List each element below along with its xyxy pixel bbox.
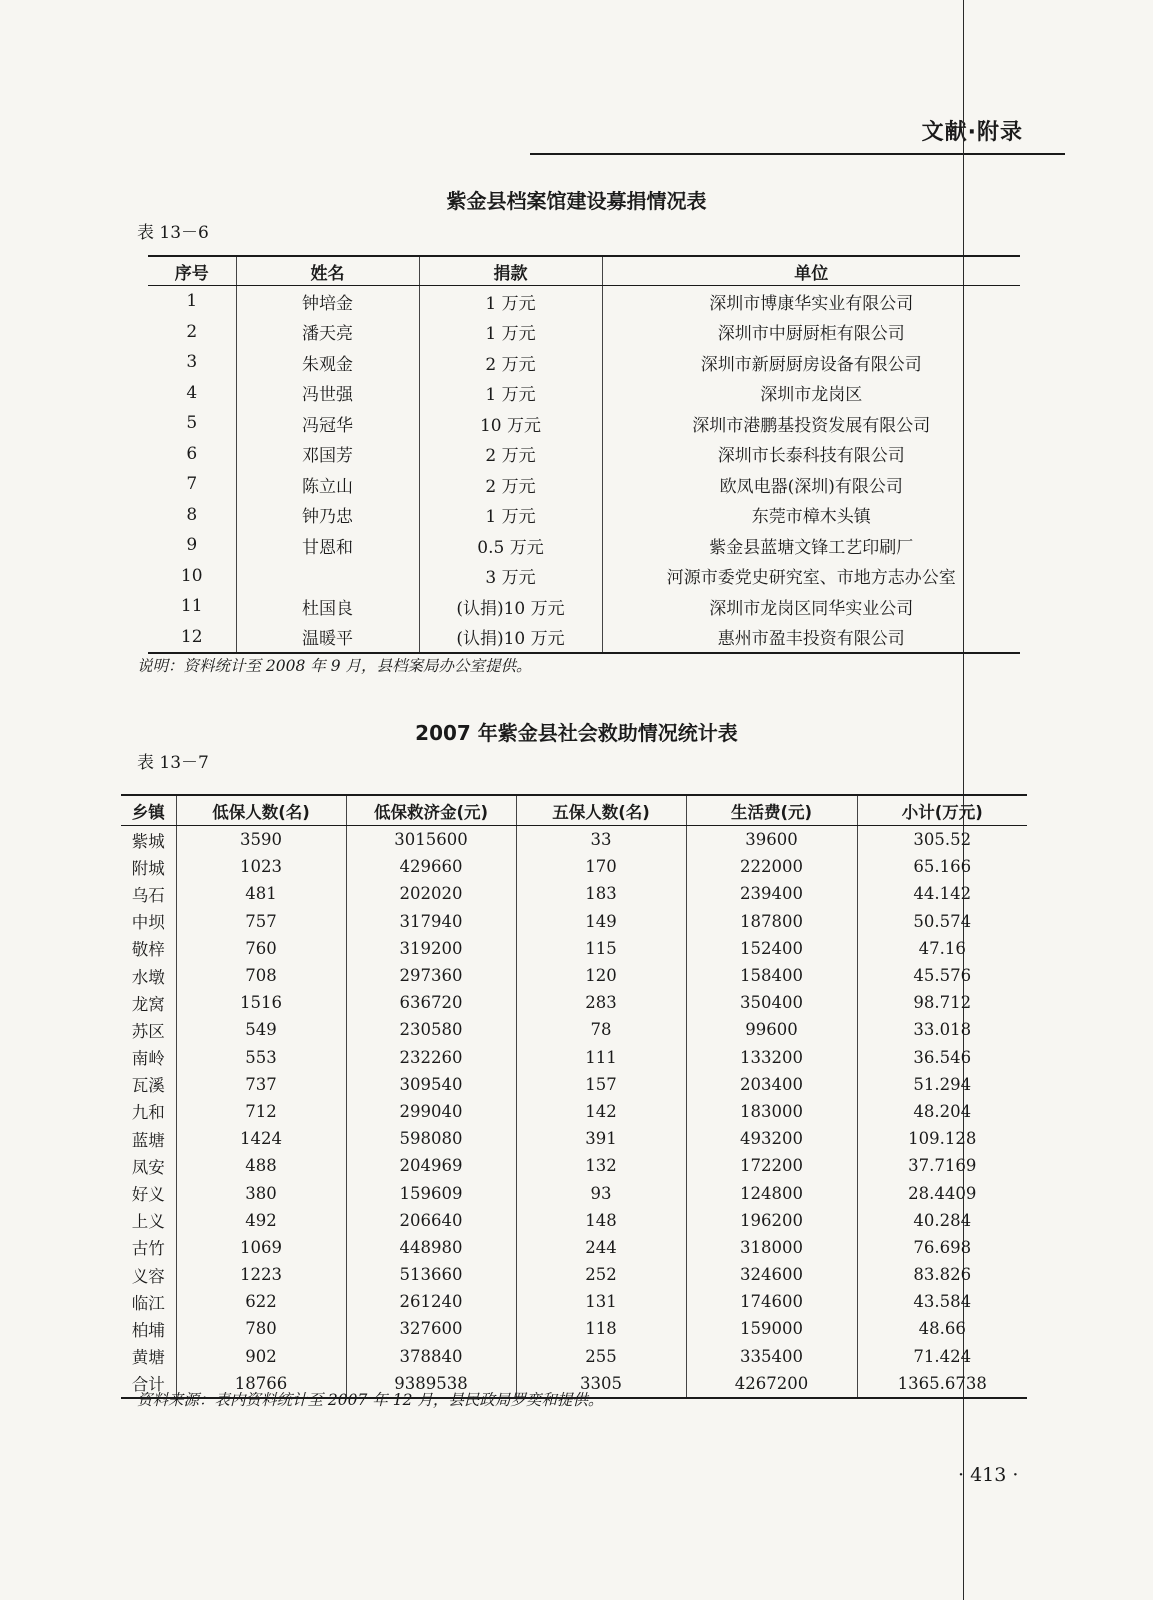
- table-cell: 118: [516, 1315, 686, 1342]
- table-cell: 71.424: [857, 1343, 1027, 1370]
- table-cell: 170: [516, 853, 686, 880]
- table-cell: 柏埔: [131, 1320, 165, 1340]
- table-row: [148, 286, 1020, 317]
- table-row: [148, 530, 1020, 561]
- donation-table-note: 说明：资料统计至 2008 年 9 月，县档案局办公室提供。: [137, 657, 532, 675]
- column-header: 生活费(元): [686, 795, 857, 826]
- table-cell: 708: [176, 962, 346, 989]
- table-cell: 230580: [346, 1016, 516, 1043]
- table-cell: 深圳市港鹏基投资发展有限公司: [602, 408, 1020, 439]
- table-cell: 9389538: [346, 1370, 516, 1398]
- table-cell: 4: [186, 382, 198, 403]
- table-cell: 合计: [131, 1375, 165, 1395]
- table-cell: 111: [516, 1044, 686, 1071]
- column-header: 单位: [602, 256, 1020, 286]
- table-row: [121, 1098, 1027, 1125]
- table-cell: 159609: [346, 1179, 516, 1206]
- table-row: [121, 853, 1027, 880]
- table-cell: 172200: [686, 1152, 857, 1179]
- table-cell: 1 万元: [419, 378, 602, 409]
- table-cell: 好义: [131, 1185, 165, 1205]
- table-cell: 350400: [686, 989, 857, 1016]
- table-cell: 44.142: [857, 880, 1027, 907]
- table-cell: 488: [176, 1152, 346, 1179]
- table-cell: 902: [176, 1343, 346, 1370]
- table-cell: 2 万元: [419, 439, 602, 470]
- table-cell: 钟培金: [236, 286, 419, 317]
- table-cell: 1 万元: [419, 317, 602, 348]
- table-cell: 7: [186, 474, 198, 495]
- table-cell: 51.294: [857, 1071, 1027, 1098]
- table-cell: 309540: [346, 1071, 516, 1098]
- table-cell: 2 万元: [419, 469, 602, 500]
- table-cell: 158400: [686, 962, 857, 989]
- table-cell: 甘恩和: [236, 530, 419, 561]
- table-cell: 174600: [686, 1288, 857, 1315]
- column-header: 小计(万元): [857, 795, 1027, 826]
- table-cell: 东莞市樟木头镇: [602, 500, 1020, 531]
- relief-table: [121, 794, 1027, 1399]
- table-cell: 深圳市中厨厨柜有限公司: [602, 317, 1020, 348]
- table-cell: 1516: [176, 989, 346, 1016]
- table-cell: 391: [516, 1125, 686, 1152]
- table-row: [121, 880, 1027, 907]
- table-cell: 深圳市博康华实业有限公司: [602, 286, 1020, 317]
- table-row: [121, 908, 1027, 935]
- table-row: [148, 469, 1020, 500]
- table-cell: 12: [180, 626, 203, 647]
- table-row: [148, 500, 1020, 531]
- table-cell: 305.52: [857, 826, 1027, 854]
- table-cell: 131: [516, 1288, 686, 1315]
- table-cell: 65.166: [857, 853, 1027, 880]
- table-cell: 河源市委党史研究室、市地方志办公室: [602, 561, 1020, 592]
- table-cell: 惠州市盈丰投资有限公司: [602, 622, 1020, 654]
- table-cell: 3: [186, 352, 198, 373]
- table-cell: 299040: [346, 1098, 516, 1125]
- table-cell: 45.576: [857, 962, 1027, 989]
- table-cell: (认捐)10 万元: [419, 591, 602, 622]
- table-cell: (认捐)10 万元: [419, 622, 602, 654]
- table-cell: 4267200: [686, 1370, 857, 1398]
- column-header: 五保人数(名): [516, 795, 686, 826]
- table-cell: 28.4409: [857, 1179, 1027, 1206]
- table-cell: 255: [516, 1343, 686, 1370]
- table-row: [148, 378, 1020, 409]
- table-cell: 古竹: [131, 1239, 165, 1259]
- table-cell: 157: [516, 1071, 686, 1098]
- table-cell: 261240: [346, 1288, 516, 1315]
- table-cell: 636720: [346, 989, 516, 1016]
- table-cell: 712: [176, 1098, 346, 1125]
- table-cell: 1 万元: [419, 500, 602, 531]
- table-cell: 43.584: [857, 1288, 1027, 1315]
- table-row: [121, 1044, 1027, 1071]
- table-row: [121, 935, 1027, 962]
- table-row: [121, 1288, 1027, 1315]
- table-row: [148, 561, 1020, 592]
- table-cell: 148: [516, 1207, 686, 1234]
- table-cell: 109.128: [857, 1125, 1027, 1152]
- table-cell: 温暖平: [236, 622, 419, 654]
- table-cell: 1: [186, 291, 198, 312]
- table-cell: 2: [186, 321, 198, 342]
- table-cell: 黄塘: [131, 1348, 165, 1368]
- table-cell: 18766: [176, 1370, 346, 1398]
- table-cell: 252: [516, 1261, 686, 1288]
- table-cell: 6: [186, 443, 198, 464]
- table-row: [148, 622, 1020, 654]
- table-cell: 1223: [176, 1261, 346, 1288]
- column-header: 低保救济金(元): [346, 795, 516, 826]
- table-cell: 陈立山: [236, 469, 419, 500]
- column-header: 姓名: [236, 256, 419, 286]
- table-cell: 杜国良: [236, 591, 419, 622]
- table-cell: 203400: [686, 1071, 857, 1098]
- table-cell: 1069: [176, 1234, 346, 1261]
- table-cell: 10: [180, 565, 203, 586]
- table-row: [121, 1179, 1027, 1206]
- table-row: [121, 1016, 1027, 1043]
- table-cell: 48.66: [857, 1315, 1027, 1342]
- table-cell: 钟乃忠: [236, 500, 419, 531]
- table-cell: 429660: [346, 853, 516, 880]
- table-cell: 83.826: [857, 1261, 1027, 1288]
- table-cell: 142: [516, 1098, 686, 1125]
- table-cell: 朱观金: [236, 347, 419, 378]
- table-cell: 98.712: [857, 989, 1027, 1016]
- section-header: 文献·附录: [921, 120, 1023, 145]
- table-row: [121, 1343, 1027, 1370]
- table-cell: 760: [176, 935, 346, 962]
- table-row: [121, 1071, 1027, 1098]
- table-cell: 622: [176, 1288, 346, 1315]
- table-cell: 37.7169: [857, 1152, 1027, 1179]
- table-row: [121, 1207, 1027, 1234]
- table-cell: 222000: [686, 853, 857, 880]
- table-row: [121, 962, 1027, 989]
- table-row: [121, 1315, 1027, 1342]
- table-cell: 380: [176, 1179, 346, 1206]
- table-cell: 317940: [346, 908, 516, 935]
- table-cell: 苏区: [131, 1021, 165, 1041]
- header-rule: [530, 153, 1065, 155]
- table-cell: 159000: [686, 1315, 857, 1342]
- table-cell: 3305: [516, 1370, 686, 1398]
- table-cell: 紫金县蓝塘文锋工艺印刷厂: [602, 530, 1020, 561]
- table-row: [121, 1234, 1027, 1261]
- table-cell: 319200: [346, 935, 516, 962]
- table-cell: 187800: [686, 908, 857, 935]
- table-cell: 深圳市龙岗区同华实业公司: [602, 591, 1020, 622]
- table-cell: 深圳市新厨厨房设备有限公司: [602, 347, 1020, 378]
- table-cell: 1023: [176, 853, 346, 880]
- column-header: 捐款: [419, 256, 602, 286]
- table-cell: 232260: [346, 1044, 516, 1071]
- table-cell: 327600: [346, 1315, 516, 1342]
- table-cell: 0.5 万元: [419, 530, 602, 561]
- table-cell: 133200: [686, 1044, 857, 1071]
- table-cell: 2 万元: [419, 347, 602, 378]
- table-cell: 448980: [346, 1234, 516, 1261]
- table-cell: 513660: [346, 1261, 516, 1288]
- donation-table-body: [148, 286, 1020, 654]
- table-cell: 中坝: [131, 913, 165, 933]
- relief-table-note: 资料来源：表内资料统计至 2007 年 12 月，县民政局罗奕和提供。: [137, 1391, 604, 1409]
- table-cell: 40.284: [857, 1207, 1027, 1234]
- table-cell: 5: [186, 413, 198, 434]
- table-cell: 1424: [176, 1125, 346, 1152]
- table-cell: 水墩: [131, 967, 165, 987]
- table-cell: 九和: [131, 1103, 165, 1123]
- table-cell: 39600: [686, 826, 857, 854]
- donation-table-title: 紫金县档案馆建设募捐情况表: [446, 189, 707, 213]
- table-row: [148, 439, 1020, 470]
- table-cell: 乌石: [131, 885, 165, 905]
- donation-header-row: [148, 256, 1020, 286]
- table-cell: 义容: [131, 1266, 165, 1286]
- table-cell: 553: [176, 1044, 346, 1071]
- table-cell: 9: [186, 535, 198, 556]
- table-row: [148, 317, 1020, 348]
- table-cell: 潘天亮: [236, 317, 419, 348]
- table-cell: 324600: [686, 1261, 857, 1288]
- table-cell: 124800: [686, 1179, 857, 1206]
- table-cell: 11: [180, 596, 203, 617]
- table-cell: 297360: [346, 962, 516, 989]
- table-cell: 南岭: [131, 1049, 165, 1069]
- table-cell: 10 万元: [419, 408, 602, 439]
- table-cell: 瓦溪: [131, 1076, 165, 1096]
- table-cell: 冯世强: [236, 378, 419, 409]
- table-cell: 598080: [346, 1125, 516, 1152]
- table-cell: 紫城: [131, 831, 165, 851]
- table-cell: 204969: [346, 1152, 516, 1179]
- relief-table-number: 表 13－7: [137, 753, 209, 773]
- table-row: [121, 1152, 1027, 1179]
- table-cell: 48.204: [857, 1098, 1027, 1125]
- table-cell: 龙窝: [131, 994, 165, 1014]
- relief-table-body: [121, 826, 1027, 1398]
- table-cell: 50.574: [857, 908, 1027, 935]
- table-cell: 283: [516, 989, 686, 1016]
- table-cell: 78: [516, 1016, 686, 1043]
- table-cell: 蓝塘: [131, 1130, 165, 1150]
- table-cell: 492: [176, 1207, 346, 1234]
- table-row: [121, 989, 1027, 1016]
- page-number: · 413 ·: [958, 1464, 1019, 1486]
- table-cell: 欧凤电器(深圳)有限公司: [602, 469, 1020, 500]
- table-cell: 99600: [686, 1016, 857, 1043]
- table-cell: 737: [176, 1071, 346, 1098]
- table-cell: 33: [516, 826, 686, 854]
- table-cell: 196200: [686, 1207, 857, 1234]
- table-cell: 36.546: [857, 1044, 1027, 1071]
- table-cell: 183: [516, 880, 686, 907]
- table-cell: 1 万元: [419, 286, 602, 317]
- table-cell: 上义: [131, 1212, 165, 1232]
- table-cell: 378840: [346, 1343, 516, 1370]
- relief-table-title: 2007 年紫金县社会救助情况统计表: [415, 721, 738, 745]
- table-cell: 244: [516, 1234, 686, 1261]
- column-header: 低保人数(名): [176, 795, 346, 826]
- table-cell: 33.018: [857, 1016, 1027, 1043]
- table-cell: 8: [186, 504, 198, 525]
- table-cell: 120: [516, 962, 686, 989]
- table-cell: 附城: [131, 858, 165, 878]
- relief-header-row: [121, 795, 1027, 826]
- table-cell: 1365.6738: [857, 1370, 1027, 1398]
- table-cell: 481: [176, 880, 346, 907]
- table-cell: 206640: [346, 1207, 516, 1234]
- table-cell: 3590: [176, 826, 346, 854]
- table-cell: 493200: [686, 1125, 857, 1152]
- table-cell: 76.698: [857, 1234, 1027, 1261]
- table-cell: 冯冠华: [236, 408, 419, 439]
- donation-table-number: 表 13－6: [137, 223, 209, 243]
- table-row: [121, 826, 1027, 854]
- table-cell: 239400: [686, 880, 857, 907]
- table-cell: 深圳市龙岗区: [602, 378, 1020, 409]
- table-cell: 335400: [686, 1343, 857, 1370]
- table-cell: 780: [176, 1315, 346, 1342]
- table-row: [121, 1125, 1027, 1152]
- column-header: 序号: [148, 256, 236, 286]
- table-cell: 邓国芳: [236, 439, 419, 470]
- table-cell: 深圳市长泰科技有限公司: [602, 439, 1020, 470]
- table-cell: 93: [516, 1179, 686, 1206]
- table-cell: 敬梓: [131, 940, 165, 960]
- table-cell: 149: [516, 908, 686, 935]
- table-cell: 临江: [131, 1293, 165, 1313]
- column-header: 乡镇: [121, 795, 176, 826]
- table-row: [148, 591, 1020, 622]
- table-cell: 318000: [686, 1234, 857, 1261]
- table-cell: 202020: [346, 880, 516, 907]
- table-cell: 47.16: [857, 935, 1027, 962]
- table-cell: 152400: [686, 935, 857, 962]
- table-cell: 3015600: [346, 826, 516, 854]
- table-row: [148, 408, 1020, 439]
- table-row: [148, 347, 1020, 378]
- table-cell: 132: [516, 1152, 686, 1179]
- table-cell: 183000: [686, 1098, 857, 1125]
- table-cell: 549: [176, 1016, 346, 1043]
- table-row: [121, 1261, 1027, 1288]
- table-cell: 115: [516, 935, 686, 962]
- table-cell: 凤安: [131, 1157, 165, 1177]
- table-cell: 757: [176, 908, 346, 935]
- table-cell: [236, 561, 419, 592]
- donation-table: [148, 255, 1020, 654]
- table-cell: 3 万元: [419, 561, 602, 592]
